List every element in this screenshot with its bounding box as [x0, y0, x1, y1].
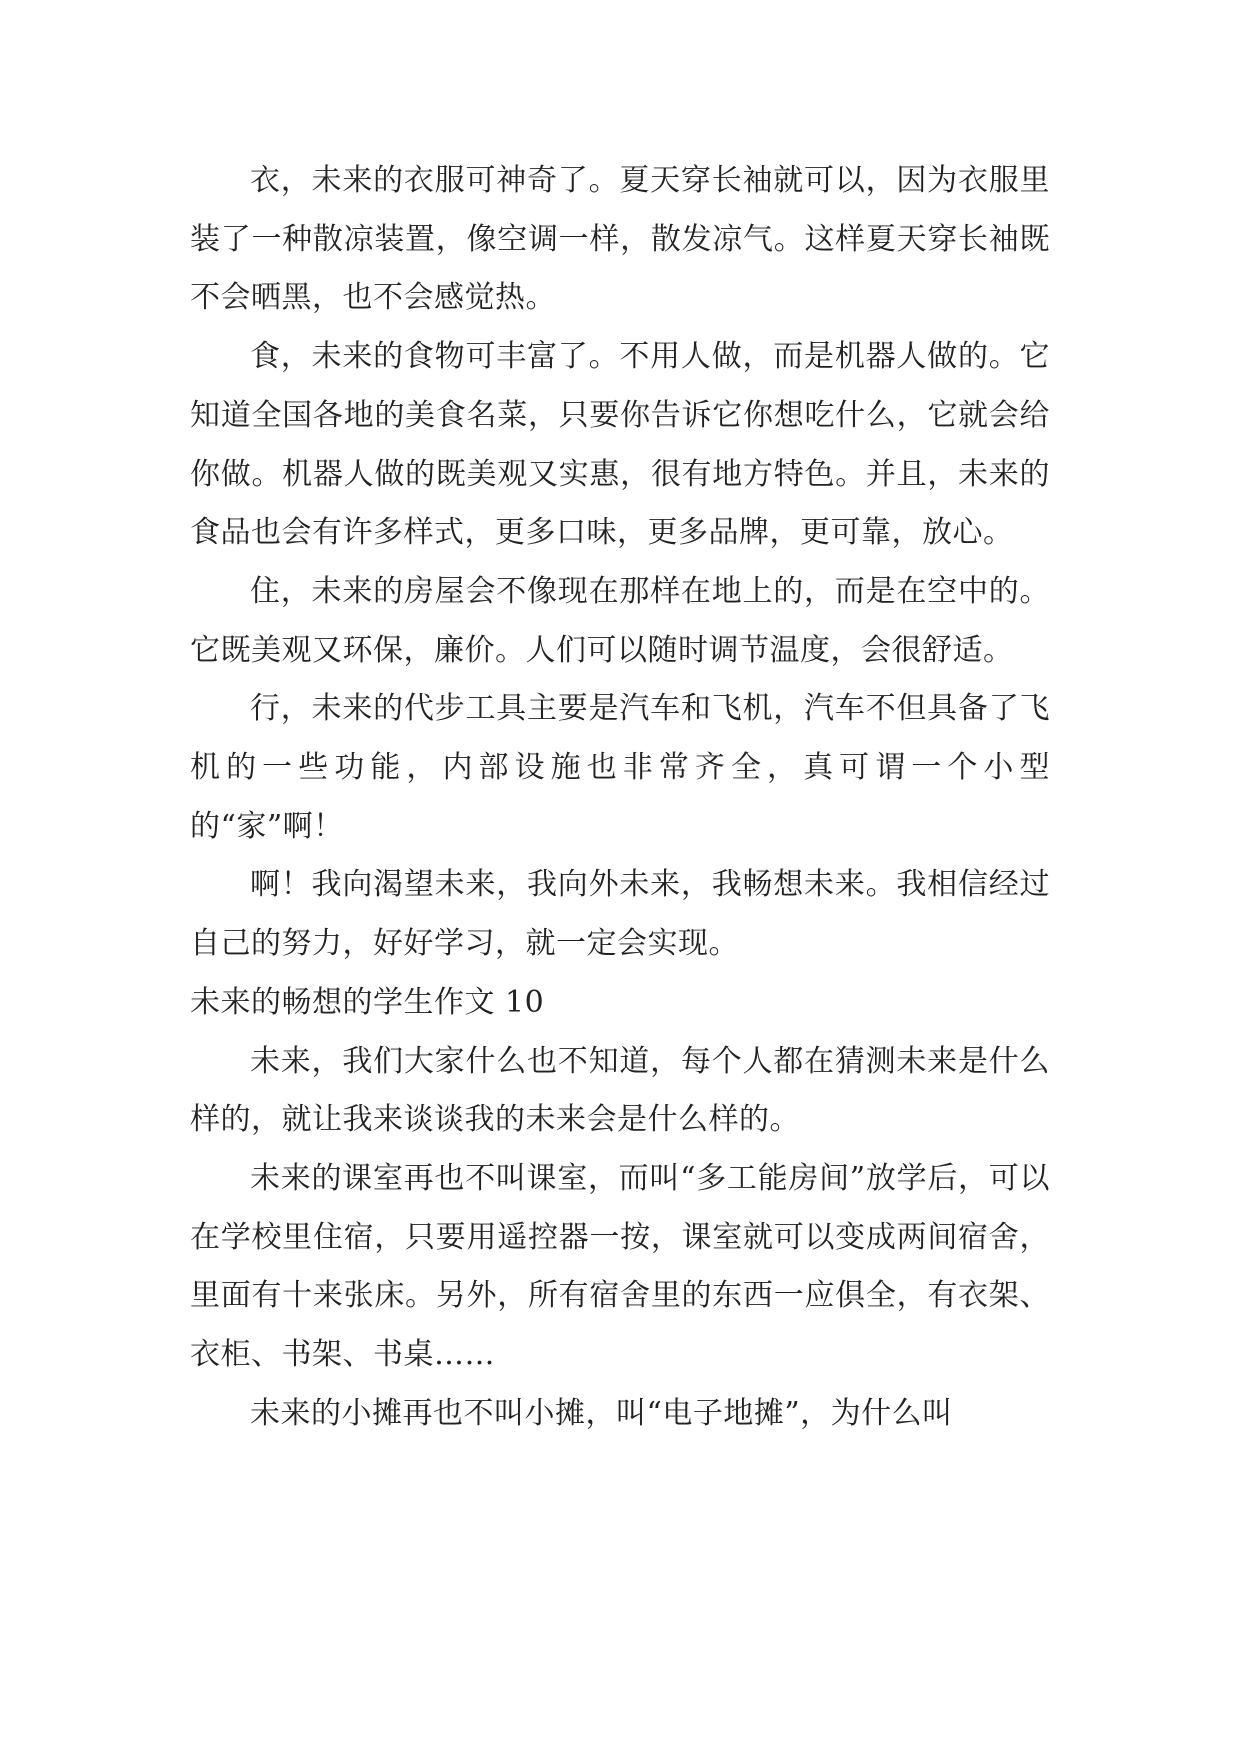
essay-heading: 未来的畅想的学生作文 10 [190, 984, 545, 1020]
paragraph-conclusion: 啊！我向渴望未来，我向外未来，我畅想未来。我相信经过自己的努力，好好学习，就一定会实现。 [190, 867, 1050, 962]
paragraph-stall: 未来的小摊再也不叫小摊，叫“电子地摊”，为什么叫 [250, 1395, 953, 1431]
paragraph-housing: 住，未来的房屋会不像现在那样在地上的，而是在空中的。它既美观又环保，廉价。人们可以随时调节温度，会很舒适。 [190, 573, 1050, 668]
paragraph-travel: 行，未来的代步工具主要是汽车和飞机，汽车不但具备了飞机的一些功能，内部设施也非常齐全，真可谓一个小型的“家”啊！ [190, 691, 1050, 844]
paragraph-classroom: 未来的课室再也不叫课室，而叫“多工能房间”放学后，可以在学校里住宿，只要用遥控器一按，课室就可以变成两间宿舍，里面有十来张床。另外，所有宿舍里的东西一应俱全，有衣架、衣柜、书架、书桌…… [190, 1160, 1050, 1373]
paragraph-intro: 未来，我们大家什么也不知道，每个人都在猜测未来是什么样的，就让我来谈谈我的未来会是什么样的。 [190, 1043, 1050, 1138]
paragraph-food: 食，未来的食物可丰富了。不用人做，而是机器人做的。它知道全国各地的美食名菜，只要你告诉它你想吃什么，它就会给你做。机器人做的既美观又实惠，很有地方特色。并且，未来的食品也会有许多样式，更多口味，更多品牌，更可靠，放心。 [190, 339, 1050, 551]
document-page [190, 152, 1050, 1443]
paragraph-clothing: 衣，未来的衣服可神奇了。夏天穿长袖就可以，因为衣服里装了一种散凉装置，像空调一样，散发凉气。这样夏天穿长袖既不会晒黑，也不会感觉热。 [190, 163, 1050, 316]
